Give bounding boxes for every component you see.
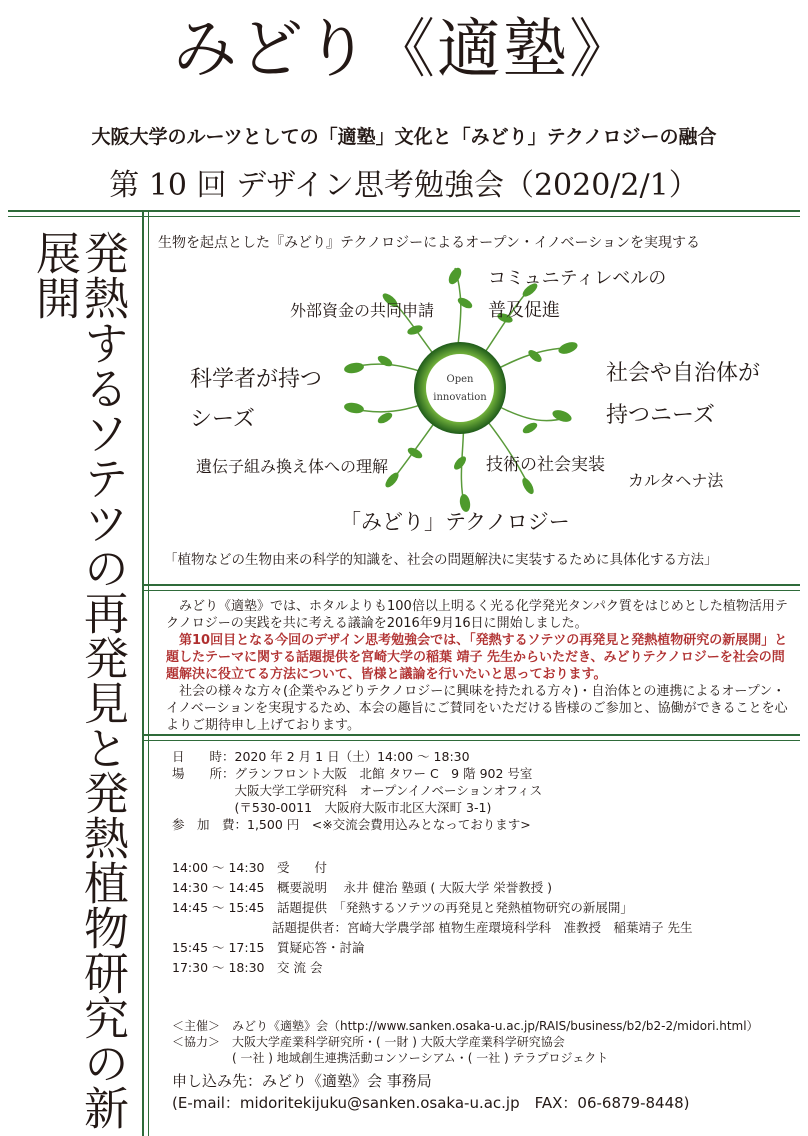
- label-tech-implementation: 技術の社会実装: [486, 455, 605, 475]
- intro-paragraph-highlight: 第10回目となる今回のデザイン思考勉強会では、「発熱するソテツの再発見と発熱植物研究の新展開」と題したテーマに関する話題提供を宮崎大学の稲葉 靖子 先生からいただき、みどりテクノロジーを社会の問題解決に役立てる方法について、皆様と議論を行いたいと思っております。: [166, 633, 788, 682]
- schedule-item: 14:45 〜 15:45 話題提供 「発熱するソテツの再発見と発熱植物研究の新展開」: [172, 900, 633, 915]
- schedule-item: 17:30 〜 18:30 交 流 会: [172, 960, 323, 975]
- intro-paragraph-3: 社会の様々な方々(企業やみどりテクノロジーに興味を持たれる方々)・自治体との連携によるオープン・イノベーションを実現するため、本会の趣旨にご賛同をいただける皆様のご参加と、協働ができることを心よりご期待申し上げております。: [166, 684, 788, 733]
- diagram-lead-text: 生物を起点とした『みどり』テクノロジーによるオープン・イノベーションを実現する: [158, 235, 700, 251]
- section-divider-1-inner: [142, 590, 800, 591]
- schedule-item: 15:45 〜 17:15 質疑応答・討論: [172, 940, 365, 955]
- frame-left-divider: [142, 210, 144, 1136]
- detail-fee: 参 加 費：1,500 円 <※交流会費用込みとなっております>: [172, 817, 531, 832]
- contact-line-1: 申し込み先：みどり《適塾》会 事務局: [172, 1072, 432, 1090]
- sponsor-host: ＜主催＞ みどり《適塾》会（http://www.sanken.osaka-u.ac.jp/RAIS/business/b2/b2-2/midori.html）: [172, 1019, 759, 1033]
- schedule-list: [172, 858, 692, 978]
- detail-date: 日 時：2020 年 2 月 1 日（土）14:00 〜 18:30: [172, 749, 470, 764]
- schedule-item: 話題提供者：宮崎大学農学部 植物生産環境科学科 准教授 稲葉靖子 先生: [172, 920, 693, 935]
- label-funding: 外部資金の共同申請: [290, 301, 435, 320]
- page-subtitle: 大阪大学のルーツとしての「適塾」文化と「みどり」テクノロジーの融合: [91, 126, 717, 148]
- vertical-title: 発熱するソテツの再発見と発熱植物研究の新展開: [28, 230, 129, 1130]
- label-midori-technology: 「みどり」テクノロジー: [340, 510, 570, 534]
- frame-top-line: [8, 210, 800, 212]
- label-seeds-1: 科学者が持つ: [190, 367, 323, 392]
- session-title: 第 10 回 デザイン思考勉強会（2020/2/1）: [109, 168, 699, 203]
- sponsor-info: [172, 1018, 759, 1066]
- intro-paragraph-1: みどり《適塾》では、ホタルよりも100倍以上明るく光る化学発光タンパク質をはじめとした植物活用テクノロジーの実践を共に考える議論を2016年9月16日に開始しました。: [166, 599, 788, 631]
- intro-text: [166, 598, 788, 734]
- schedule-item: 14:30 〜 14:45 概要説明 永井 健治 塾頭 ( 大阪大学 栄誉教授 ): [172, 880, 553, 895]
- label-needs-1: 社会や自治体が: [606, 361, 761, 386]
- frame-top-line-inner: [8, 216, 800, 217]
- label-seeds-2: シーズ: [190, 407, 255, 432]
- section-divider-2: [142, 734, 800, 736]
- diagram-quote: 「植物などの生物由来の科学的知識を、社会の問題解決に実装するために具体化する方法」: [164, 552, 718, 568]
- sponsor-coop-2: ( 一社 ) 地域創生連携活動コンソーシアム・( 一社 ) テラプロジェクト: [172, 1051, 609, 1065]
- sponsor-coop-1: ＜協力＞ 大阪大学産業科学研究所・( 一財 ) 大阪大学産業科学研究協会: [172, 1035, 565, 1049]
- label-community-2: 普及促進: [488, 300, 560, 321]
- contact-info: [172, 1070, 690, 1114]
- schedule-item: 14:00 〜 14:30 受 付: [172, 860, 327, 875]
- label-cartagena: カルタヘナ法: [628, 471, 724, 490]
- event-details: [172, 748, 542, 833]
- detail-place-2: 大阪大学工学研究科 オープンイノベーションオフィス: [172, 783, 543, 798]
- frame-left-divider-inner: [148, 210, 149, 1136]
- label-gmo: 遺伝子組み換え体への理解: [196, 457, 389, 476]
- center-text-innovation: innovation: [433, 392, 487, 403]
- section-divider-2-inner: [142, 740, 800, 741]
- section-divider-1: [142, 584, 800, 586]
- detail-place-1: 場 所：グランフロント大阪 北館 タワー C 9 階 902 号室: [172, 766, 533, 781]
- detail-place-3: (〒530-0011 大阪府大阪市北区大深町 3-1): [172, 800, 492, 815]
- center-text-open: Open: [446, 374, 474, 385]
- page-title: みどり《適塾》: [173, 13, 635, 87]
- label-community-1: コミュニティレベルの: [488, 268, 667, 289]
- contact-line-2: (E-mail：midoritekijuku@sanken.osaka-u.ac.jp FAX：06-6879-8448): [172, 1094, 690, 1112]
- label-needs-2: 持つニーズ: [606, 403, 715, 428]
